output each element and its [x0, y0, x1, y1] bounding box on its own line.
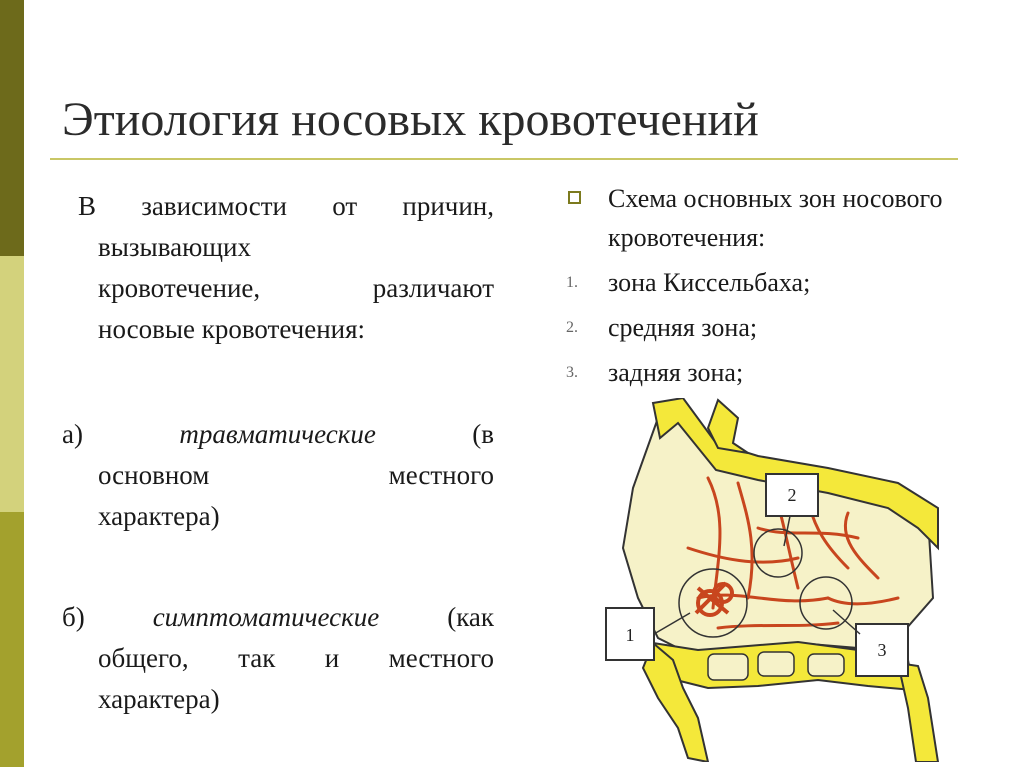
item-a-line-1	[62, 414, 494, 455]
zone-label-1: 1	[625, 625, 635, 645]
item-b-line-2: общего, так и местного	[98, 643, 494, 673]
numbered-item-3	[566, 353, 966, 392]
side-bar-dark-segment	[0, 0, 24, 256]
numbered-item-1	[566, 263, 966, 302]
side-accent-bar	[0, 0, 24, 767]
intro-line-3: кровотечение, различают	[98, 273, 494, 303]
item-a-line-3: характера)	[98, 501, 220, 531]
posterior-pharynx	[898, 663, 938, 762]
intro-line-2: вызывающих	[98, 232, 251, 262]
item-a-marker: а)	[62, 419, 83, 449]
item-b-marker: б)	[62, 602, 85, 632]
item-b-rest: (как	[447, 602, 495, 632]
side-bar-light-segment	[0, 256, 24, 512]
zone-label-3: 3	[877, 640, 887, 660]
item-number: 3.	[566, 364, 578, 381]
item-text: зона Киссельбаха;	[608, 268, 811, 297]
item-number: 1.	[566, 274, 578, 291]
item-a-rest: (в	[472, 419, 495, 449]
square-bullet-icon	[568, 191, 581, 204]
intro-line-1: В зависимости от причин,	[78, 191, 494, 221]
bullet-text: Схема основных зон носового кровотечения:	[608, 184, 943, 252]
right-text-column	[566, 179, 966, 392]
title-divider	[50, 158, 958, 160]
zone-label-2: 2	[787, 485, 797, 505]
left-text-column	[62, 186, 494, 720]
item-text: задняя зона;	[608, 358, 744, 387]
numbered-item-2	[566, 308, 966, 347]
bullet-item	[566, 179, 966, 257]
item-a-line-2: основном местного	[98, 460, 494, 490]
palate-cell	[758, 652, 794, 676]
item-b-term: симптоматические	[152, 602, 380, 632]
palate-cell	[708, 654, 748, 680]
palate-cell	[808, 654, 844, 676]
side-bar-mid-segment	[0, 512, 24, 767]
item-number: 2.	[566, 319, 578, 336]
item-b-line-1	[62, 597, 494, 638]
item-text: средняя зона;	[608, 313, 758, 342]
item-b-line-3: характера)	[98, 684, 220, 714]
nasal-bleeding-zones-diagram	[598, 398, 946, 762]
nasal-cavity-mucosa	[623, 408, 933, 653]
intro-line-4: носовые кровотечения:	[98, 314, 366, 344]
slide-title: Этиология носовых кровотечений	[62, 93, 759, 146]
item-a-term: травматические	[179, 419, 376, 449]
